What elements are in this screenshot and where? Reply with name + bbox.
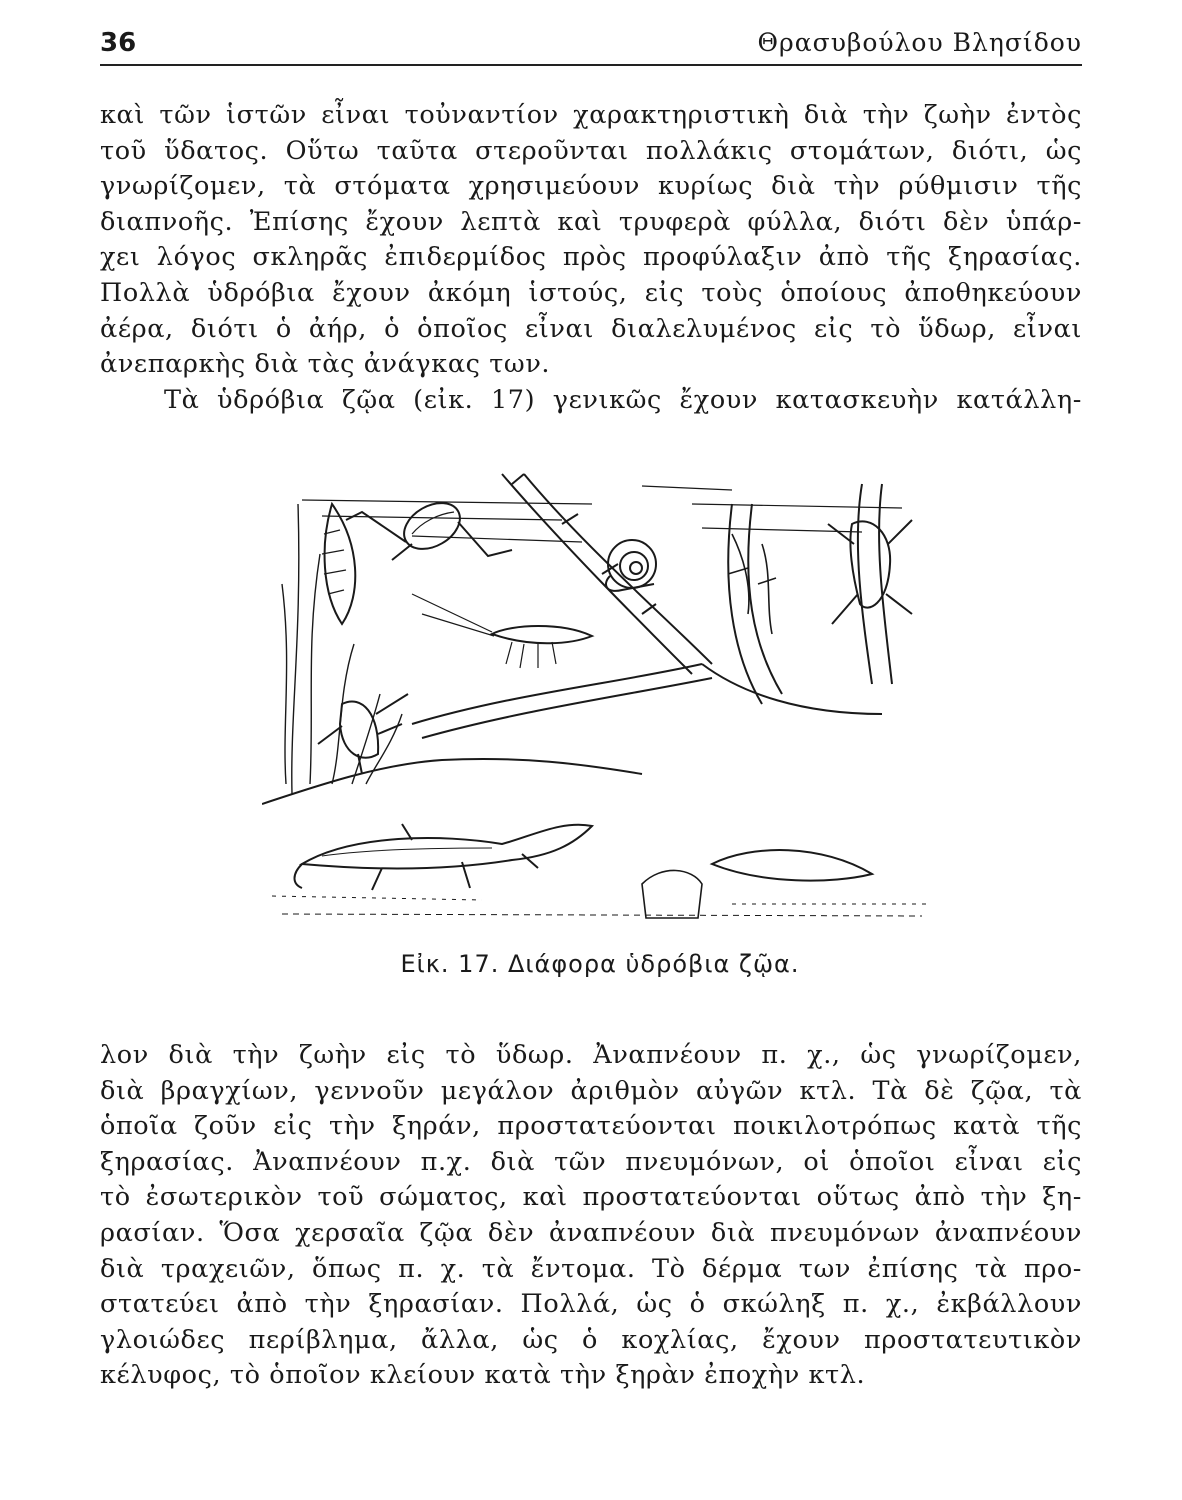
water-bottom-lines (272, 896, 932, 916)
larva-body (325, 504, 356, 624)
text-line: καὶ τῶν ἱστῶν εἶναι τοὐναντίον χαρακτηριστικὴ διὰ τὴν ζωὴν ἐντὸς (100, 100, 1082, 130)
aquatic-animals-illustration (262, 464, 942, 934)
text-line: διὰ βραγχίων, γεννοῦν μεγάλον ἀριθμὸν αὐγῶν κτλ. Τὰ δὲ ζῷα, τὰ (100, 1075, 1082, 1106)
text-line: Τὰ ὑδρόβια ζῷα (εἰκ. 17) γενικῶς ἔχουν κατασκευὴν κατάλλη- (164, 384, 1082, 415)
paragraph-bottom (100, 1038, 1082, 1394)
text-line: ἀέρα, διότι ὁ ἀήρ, ὁ ὁποῖος εἶναι διαλελυμένος εἰς τὸ ὕδωρ, εἶναι (100, 313, 1082, 344)
text-line: ξηρασίας. Ἀναπνέουν π.χ. διὰ τῶν πνευμόνων, οἱ ὁποῖοι εἶναι εἰς (100, 1146, 1082, 1177)
riverbank (262, 759, 642, 804)
snail (606, 540, 656, 591)
text-line: Πολλὰ ὑδρόβια ἔχουν ἀκόμη ἱστούς, εἰς τοὺς ὁποίους ἀποθηκεύουν (100, 277, 1082, 308)
leech (712, 850, 872, 881)
water-plants-left (282, 504, 402, 794)
branches (412, 474, 892, 738)
text-line: τὸ ἐσωτερικὸν τοῦ σώματος, καὶ προστατεύονται οὕτως ἀπὸ τὴν ξη- (100, 1182, 1082, 1213)
page-number: 36 (100, 28, 137, 58)
text-line: χει λόγος σκληρᾶς ἐπιδερμίδος πρὸς προφύλαξιν ἀπὸ τῆς ξηρασίας. (100, 242, 1082, 273)
text-line: ρασίαν. Ὅσα χερσαῖα ζῷα δὲν ἀναπνέουν διὰ πνευμόνων ἀναπνέουν (100, 1217, 1082, 1248)
text-line: λον διὰ τὴν ζωὴν εἰς τὸ ὕδωρ. Ἀναπνέουν π. χ., ὡς γνωρίζομεν, (100, 1040, 1082, 1070)
newt (295, 824, 593, 890)
running-title: Θρασυβούλου Βλησίδου (757, 28, 1082, 57)
figure-caption: Εἰκ. 17. Διάφορα ὑδρόβια ζῷα. (400, 950, 800, 978)
text-line: κέλυφος, τὸ ὁποῖον κλείουν κατὰ τὴν ξηρὰν ἐποχὴν κτλ. (100, 1360, 866, 1391)
text-line: ἀνεπαρκὴς διὰ τὰς ἀνάγκας των. (100, 349, 551, 380)
text-line: ὁποῖα ζοῦν εἰς τὴν ξηράν, προστατεύονται ποικιλοτρόπως κατὰ τῆς (100, 1111, 1082, 1142)
water-beetle (346, 494, 512, 560)
text-line: τοῦ ὕδατος. Οὕτω ταῦτα στεροῦνται πολλάκις στομάτων, διότι, ὡς (100, 135, 1082, 166)
stone (642, 870, 702, 918)
freshwater-shrimp (412, 594, 592, 668)
text-line: διαπνοῆς. Ἐπίσης ἔχουν λεπτὰ καὶ τρυφερὰ φύλλα, διότι δὲν ὑπάρ- (100, 206, 1082, 237)
paragraph-top (100, 98, 1082, 418)
text-line: γνωρίζομεν, τὰ στόματα χρησιμεύουν κυρίως διὰ τὴν ρύθμισιν τῆς (100, 171, 1082, 202)
text-line: γλοιώδες περίβλημα, ἄλλα, ὡς ὁ κοχλίας, ἔχουν προστατευτικὸν (100, 1324, 1082, 1355)
page-header (100, 28, 1082, 66)
water-bug (828, 520, 912, 624)
text-line: στατεύει ἀπὸ τὴν ξηρασίαν. Πολλά, ὡς ὁ σκώληξ π. χ., ἐκβάλλουν (100, 1289, 1082, 1320)
nymphs (728, 534, 776, 634)
text-line: διὰ τραχειῶν, ὅπως π. χ. τὰ ἔντομα. Τὸ δέρμα των ἐπίσης τὰ προ- (100, 1253, 1082, 1284)
